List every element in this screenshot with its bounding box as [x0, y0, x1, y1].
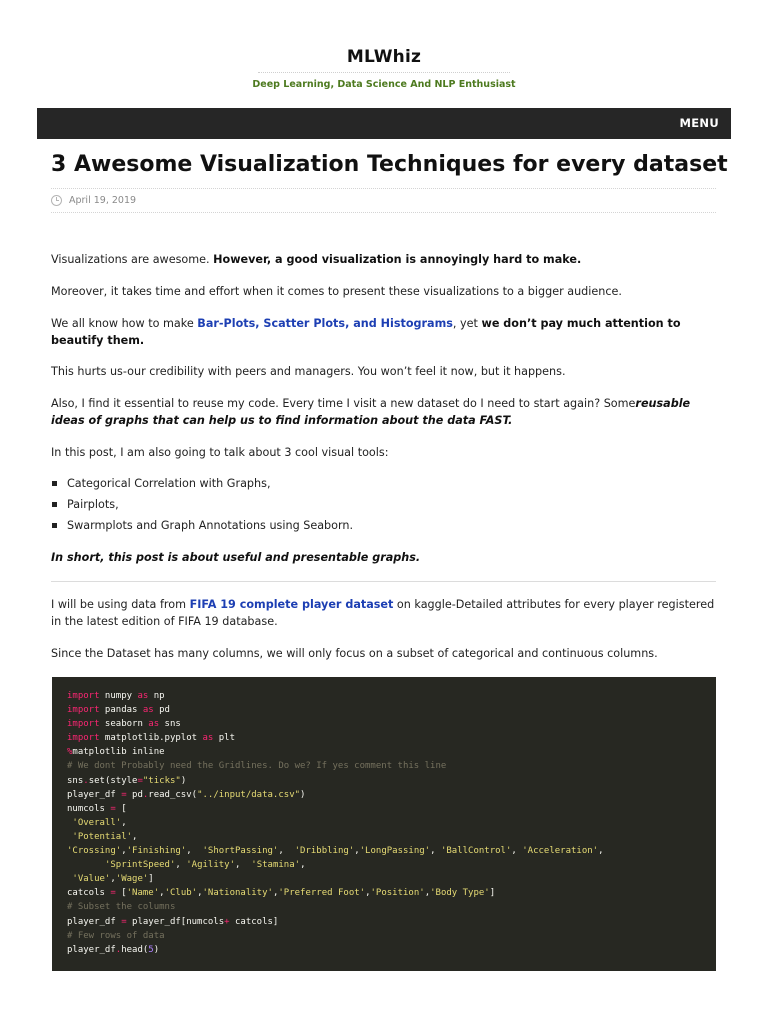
code-token: = — [110, 888, 116, 899]
code-token: = — [121, 916, 127, 927]
paragraph-summary — [51, 549, 721, 566]
code-token: sns — [159, 719, 181, 730]
code-token: , — [175, 860, 187, 871]
paragraph-effort: Moreover, it takes time and effort when it comes to present these visualizations to a bigger audience. — [51, 285, 622, 298]
list-item — [51, 515, 711, 536]
code-token: , — [186, 846, 203, 857]
paragraph-text: I will be using data from — [51, 598, 190, 611]
section-divider — [51, 581, 716, 582]
code-token: [ — [115, 803, 127, 814]
navbar — [37, 108, 731, 139]
code-token: import — [67, 733, 100, 744]
code-token: 'BallControl' — [440, 846, 512, 857]
paragraph-bold-italic: reusable ideas of graphs that can help us to find information about the data FAST. — [51, 397, 691, 427]
meta-bottom-rule — [51, 212, 716, 213]
code-token: ] — [148, 874, 154, 885]
code-token: catcols] — [229, 916, 279, 927]
fifa-dataset-link[interactable]: FIFA 19 complete player dataset — [189, 598, 394, 611]
code-token: , — [121, 846, 127, 857]
code-line — [67, 886, 701, 900]
list-item — [51, 473, 711, 494]
title-divider — [258, 72, 510, 73]
bullet-icon — [52, 502, 57, 507]
code-line — [67, 844, 701, 858]
code-token: 'ShortPassing' — [202, 846, 279, 857]
code-token: catcols — [67, 888, 111, 899]
code-token: read_csv( — [148, 789, 198, 800]
site-title[interactable]: MLWhiz — [346, 47, 422, 67]
code-token: pd — [126, 789, 143, 800]
code-token: 'Position' — [370, 888, 425, 899]
code-line — [67, 745, 701, 759]
code-token: ) — [180, 775, 187, 786]
paragraph-bold: we don’t pay much attention to beautify them. — [51, 317, 681, 347]
code-token: # Few rows of data — [67, 930, 165, 941]
post-date: April 19, 2019 — [69, 195, 137, 206]
code-line — [67, 929, 701, 943]
code-token: import — [67, 705, 100, 716]
list-item-label: Pairplots, — [67, 498, 119, 511]
code-token: , — [354, 846, 360, 857]
code-line — [67, 717, 701, 731]
paragraph-bold-italic: In short, this post is about useful and presentable graphs. — [51, 551, 421, 564]
code-token: = — [137, 775, 143, 786]
paragraph-plots — [51, 315, 721, 349]
code-token — [67, 860, 105, 870]
paragraph-text: on kaggle-Detailed attributes for every player registered in the latest edition of FIFA 19 database. — [51, 598, 715, 628]
code-token: player_df[numcols — [126, 916, 225, 927]
code-token: , — [300, 860, 306, 871]
code-line — [67, 759, 701, 773]
code-token: , — [110, 874, 116, 885]
code-token: player_df — [67, 789, 122, 800]
code-line — [67, 858, 701, 872]
code-token: 'SprintSpeed' — [104, 860, 176, 871]
code-token: , — [159, 888, 165, 899]
code-line — [67, 900, 701, 914]
paragraph-bold: However, a good visualization is annoyingly hard to make. — [213, 253, 582, 266]
code-token: 'Finishing' — [126, 846, 187, 857]
code-token: 5 — [148, 944, 154, 955]
code-token: as — [148, 719, 160, 730]
list-item — [51, 494, 711, 515]
code-token: + — [224, 916, 230, 927]
post-title: 3 Awesome Visualization Techniques for every dataset — [51, 152, 728, 177]
code-token: as — [142, 705, 154, 716]
code-token: 'Overall' — [72, 817, 122, 828]
code-token: ] — [489, 888, 496, 899]
code-token: 'Potential' — [72, 831, 133, 842]
code-token: as — [137, 691, 149, 701]
code-line — [67, 689, 701, 703]
code-token: ) — [153, 944, 160, 955]
code-line — [67, 788, 701, 802]
site-header — [0, 0, 768, 108]
tools-list — [51, 473, 711, 536]
paragraph-text: Also, I find it essential to reuse my code. Every time I visit a new dataset do I need to start again? Some — [51, 397, 636, 410]
paragraph-dataset — [51, 596, 721, 630]
code-line — [67, 830, 701, 844]
code-token: set(style — [88, 775, 138, 786]
code-token: # We dont Probably need the Gridlines. Do we? If yes comment this line — [67, 761, 447, 772]
code-token: player_df — [67, 916, 122, 927]
paragraph-text: , yet — [452, 317, 482, 330]
list-item-label: Swarmplots and Graph Annotations using Seaborn. — [67, 519, 354, 532]
code-token: , — [430, 846, 441, 857]
code-token: import — [67, 719, 100, 730]
code-token: , — [278, 846, 295, 857]
code-token: as — [202, 733, 214, 744]
paragraph-credibility: This hurts us-our credibility with peers and managers. You won’t feel it now, but it happens. — [51, 365, 566, 378]
code-token: , — [132, 831, 138, 842]
code-token: , — [365, 888, 371, 899]
list-item-label: Categorical Correlation with Graphs, — [67, 477, 271, 490]
code-token: "ticks" — [142, 775, 181, 786]
code-token: , — [121, 817, 127, 828]
code-token: % — [67, 747, 73, 758]
paragraph-text: Visualizations are awesome. — [51, 253, 214, 266]
code-token: , — [197, 888, 203, 899]
code-token: 'Crossing' — [67, 846, 122, 857]
clock-icon — [51, 195, 62, 206]
code-line — [67, 943, 701, 957]
code-token: sns — [67, 775, 84, 786]
code-line — [67, 703, 701, 717]
code-line — [67, 816, 701, 830]
code-token: 'Acceleration' — [522, 846, 599, 857]
paragraph-columns: Since the Dataset has many columns, we will only focus on a subset of categorical and continuous columns. — [51, 647, 658, 660]
code-token: , — [272, 888, 279, 899]
code-line — [67, 774, 701, 788]
code-token: 'Agility' — [186, 860, 236, 871]
code-token: pd — [153, 705, 170, 716]
code-token: import — [67, 691, 100, 701]
title-bottom-rule — [51, 188, 716, 189]
code-token: = — [110, 803, 116, 814]
code-token: [ — [115, 888, 127, 899]
code-token: matplotlib inline — [72, 747, 165, 758]
code-token: matplotlib.pyplot — [99, 733, 203, 744]
code-line — [67, 731, 701, 745]
bullet-icon — [52, 481, 57, 486]
code-token: 'Preferred Foot' — [278, 888, 366, 899]
code-token: np — [148, 691, 165, 701]
code-line — [67, 872, 701, 886]
code-token: , — [598, 846, 604, 857]
code-token: = — [121, 789, 127, 800]
code-token: head( — [121, 944, 149, 955]
code-token: # Subset the columns — [67, 902, 176, 913]
code-token: , — [235, 860, 252, 871]
paragraph-intro — [51, 251, 721, 268]
code-token: 'Stamina' — [251, 860, 301, 871]
code-token: pandas — [99, 705, 143, 716]
code-token: 'Club' — [164, 888, 198, 899]
paragraph-reuse — [51, 395, 721, 429]
code-token: 'Nationality' — [202, 888, 273, 899]
code-token: plt — [213, 733, 235, 744]
code-token: . — [83, 775, 89, 786]
code-token: . — [142, 789, 149, 800]
code-token: numpy — [99, 691, 138, 701]
code-block[interactable] — [52, 677, 716, 971]
site-tagline: Deep Learning, Data Science And NLP Enthusiast — [252, 79, 516, 90]
bullet-icon — [52, 523, 57, 528]
code-token: numcols — [67, 803, 111, 814]
code-line — [67, 802, 701, 816]
code-token: ) — [300, 789, 306, 800]
code-token: 'Body Type' — [430, 888, 490, 899]
code-token: 'LongPassing' — [359, 846, 431, 857]
code-token: , — [511, 846, 523, 857]
paragraph-tools-intro: In this post, I am also going to talk about 3 cool visual tools: — [51, 446, 389, 459]
code-token: 'Value' — [72, 874, 111, 885]
code-line — [67, 915, 701, 929]
code-token: , — [424, 888, 431, 899]
code-token: "../input/data.csv" — [197, 789, 301, 800]
code-token: 'Dribbling' — [294, 846, 355, 857]
code-token: 'Name' — [126, 888, 160, 899]
paragraph-text: We all know how to make — [51, 317, 198, 330]
code-token: 'Wage' — [115, 874, 149, 885]
post-meta — [51, 195, 136, 206]
menu-button[interactable]: MENU — [679, 116, 719, 130]
code-token: . — [115, 944, 122, 955]
code-token: seaborn — [99, 719, 149, 730]
code-token: player_df — [67, 944, 116, 955]
bar-scatter-histogram-link[interactable]: Bar-Plots, Scatter Plots, and Histograms — [197, 317, 453, 330]
